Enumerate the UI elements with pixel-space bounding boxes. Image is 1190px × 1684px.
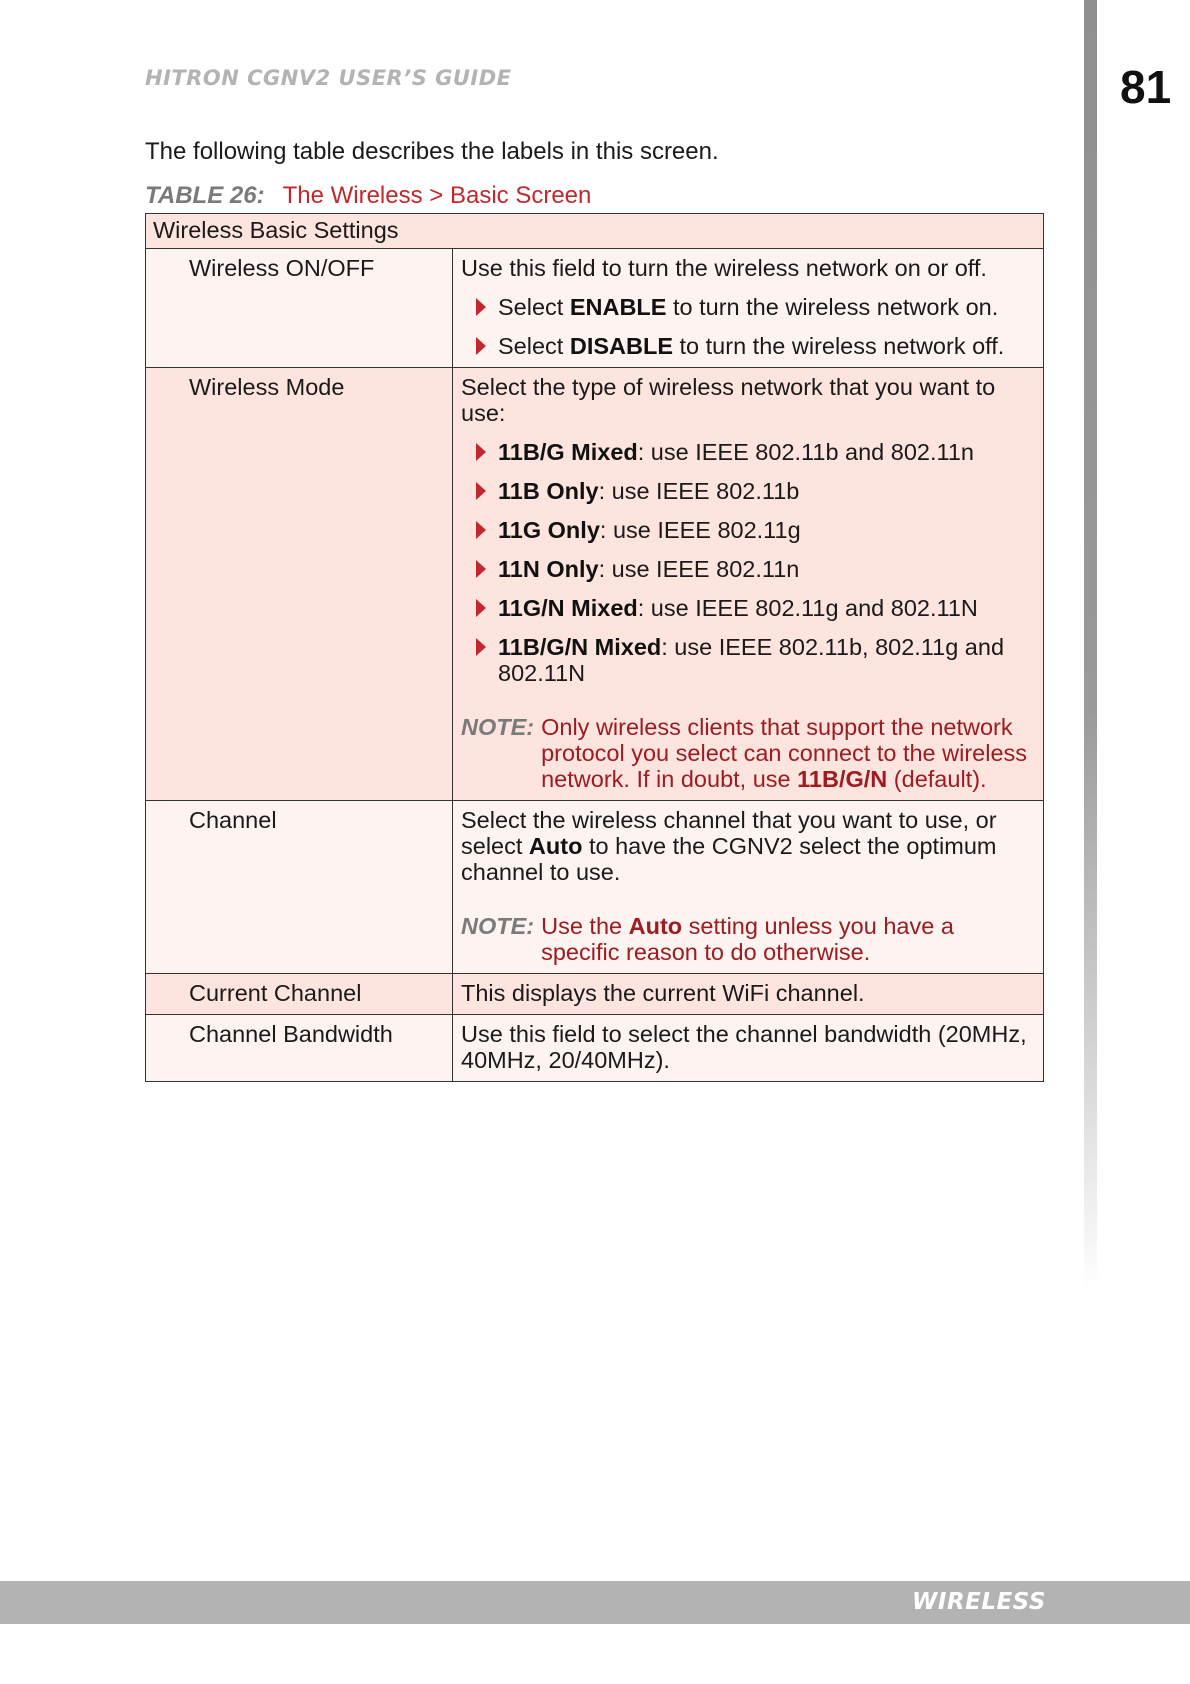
field-label: Wireless ON/OFF [146,249,453,368]
note-text: Use the Auto setting unless you have a specific reason to do otherwise. [541,913,954,965]
bullet-item: 11B/G/N Mixed: use IEEE 802.11b, 802.11g and 802.11N [461,634,1035,686]
bullet-item: Select DISABLE to turn the wireless network off. [461,333,1035,359]
table-row [146,368,1044,801]
description-text: Use this field to turn the wireless network on or off. [461,255,987,281]
field-description [453,801,1044,974]
field-label: Channel Bandwidth [146,1015,453,1082]
bullet-item: Select ENABLE to turn the wireless network on. [461,294,1035,320]
bullet-arrow-icon [476,337,486,355]
running-title: HITRON CGNV2 USER’S GUIDE [145,66,512,90]
intro-paragraph: The following table describes the labels in this screen. [145,138,719,165]
table-row [146,249,1044,368]
table-caption-title: The Wireless > Basic Screen [282,182,592,209]
note-label: NOTE: [461,913,535,939]
bullet-arrow-icon [476,560,486,578]
section-heading: Wireless Basic Settings [146,214,1044,249]
field-description: This displays the current WiFi channel. [453,974,1044,1015]
side-decoration-bar [1084,0,1097,1290]
field-description: Use this field to select the channel bandwidth (20MHz, 40MHz, 20/40MHz). [453,1015,1044,1082]
description-text: Select the wireless channel that you want to use, or select Auto to have the CGNV2 select the optimum channel to use. [461,807,997,885]
page-number: 81 [1120,61,1172,113]
table-row [146,801,1044,974]
field-description [453,249,1044,368]
table-caption-label: TABLE 26: [145,182,265,209]
footer-bar [0,1581,1190,1624]
description-table [145,213,1044,1082]
field-label: Current Channel [146,974,453,1015]
note-text: Only wireless clients that support the network protocol you select can connect to the wireless network. If in doubt, use 11B/G/N (default). [541,714,1028,792]
bullet-arrow-icon [476,482,486,500]
field-label: Wireless Mode [146,368,453,801]
bullet-arrow-icon [476,443,486,461]
note-block [461,913,1035,965]
bullet-arrow-icon [476,521,486,539]
bullet-item: 11G/N Mixed: use IEEE 802.11g and 802.11N [461,595,1035,621]
table-row [146,1015,1044,1082]
table-section-row [146,214,1044,249]
bullet-item: 11B/G Mixed: use IEEE 802.11b and 802.11n [461,439,1035,465]
field-description [453,368,1044,801]
bullet-item: 11B Only: use IEEE 802.11b [461,478,1035,504]
field-label: Channel [146,801,453,974]
bullet-item: 11N Only: use IEEE 802.11n [461,556,1035,582]
table-row [146,974,1044,1015]
bullet-item: 11G Only: use IEEE 802.11g [461,517,1035,543]
bullet-arrow-icon [476,298,486,316]
description-text: Select the type of wireless network that you want to use: [461,374,996,426]
table-caption [145,182,591,210]
note-block [461,714,1035,792]
bullet-arrow-icon [476,638,486,656]
bullet-arrow-icon [476,599,486,617]
note-label: NOTE: [461,714,535,740]
footer-section-label: WIRELESS [911,1589,1046,1615]
